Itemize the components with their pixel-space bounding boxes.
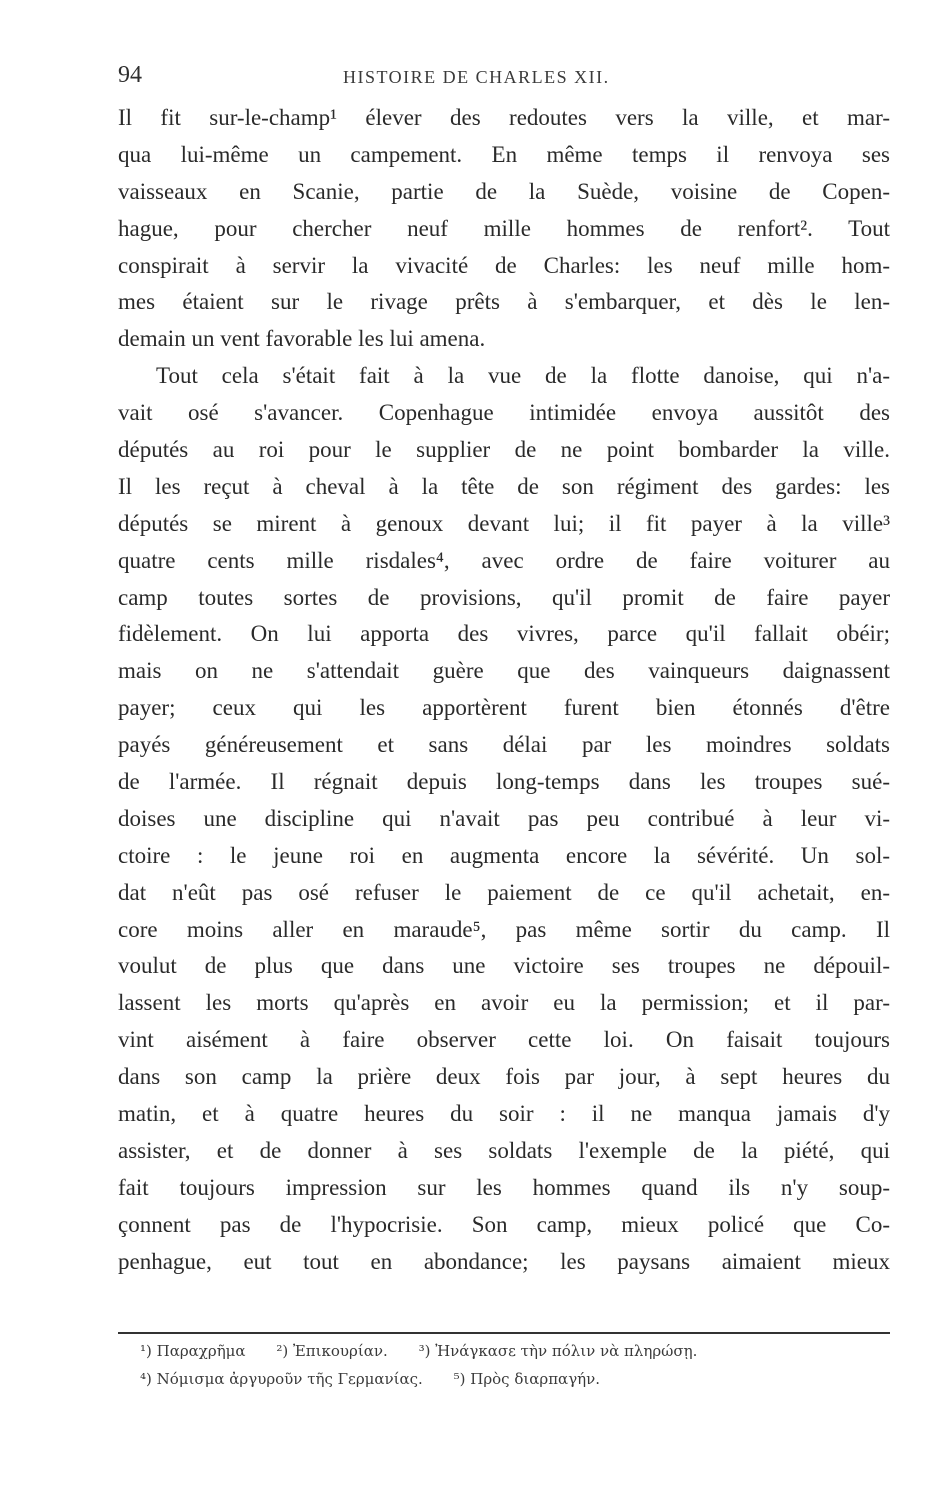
text-line: mes étaient sur le rivage prêts à s'embarquer, et dès le len- <box>118 289 890 315</box>
text-line: matin, et à quatre heures du soir : il ne manqua jamais d'y <box>118 1101 890 1127</box>
text-line: dans son camp la prière deux fois par jour, à sept heures du <box>118 1064 890 1090</box>
text-line: ctoire : le jeune roi en augmenta encore la sévérité. Un sol- <box>118 842 890 868</box>
footnote-5: ⁵) Πρὸς διαρπαγήν. <box>453 1370 601 1388</box>
text-line: conspirait à servir la vivacité de Charles: les neuf mille hom- <box>118 252 890 278</box>
footnote-1: ¹) Παραχρῆμα <box>140 1342 246 1360</box>
text-line: Il fit sur-le-champ¹ élever des redoutes vers la ville, et mar- <box>118 105 890 130</box>
text-line: mais on ne s'attendait guère que des vainqueurs daignassent <box>118 658 890 684</box>
footnote-line <box>140 1337 880 1365</box>
text-line: fidèlement. On lui apporta des vivres, parce qu'il fallait obéir; <box>118 621 890 647</box>
footnote-3: ³) Ἠνάγκασε τὴν πόλιν νὰ πληρώσῃ. <box>418 1342 698 1360</box>
page-number: 94 <box>118 62 142 88</box>
text-line: qua lui-même un campement. En même temps il renvoya ses <box>118 141 890 167</box>
text-line: vait osé s'avancer. Copenhague intimidée envoya aussitôt des <box>118 400 890 426</box>
text-line: vaisseaux en Scanie, partie de la Suède, voisine de Copen- <box>118 178 890 204</box>
text-line: dat n'eût pas osé refuser le paiement de ce qu'il achetait, en- <box>118 879 890 905</box>
text-line: core moins aller en maraude⁵, pas même sortir du camp. Il <box>118 916 890 942</box>
text-line: voulut de plus que dans une victoire ses troupes ne dépouil- <box>118 953 890 979</box>
running-title: HISTOIRE DE CHARLES XII. <box>343 67 610 87</box>
footnote-line <box>140 1365 880 1393</box>
text-line: fait toujours impression sur les hommes quand ils n'y soup- <box>118 1174 890 1200</box>
text-line: doises une discipline qui n'avait pas peu contribué à leur vi- <box>118 805 890 831</box>
text-line: députés se mirent à genoux devant lui; il fit payer à la ville³ <box>118 510 890 536</box>
text-line: hague, pour chercher neuf mille hommes de renfort². Tout <box>118 215 890 241</box>
footnotes <box>140 1337 880 1393</box>
text-line: camp toutes sortes de provisions, qu'il promit de faire payer <box>118 584 890 610</box>
text-line: çonnent pas de l'hypocrisie. Son camp, mieux policé que Co- <box>118 1211 890 1237</box>
text-line: vint aisément à faire observer cette loi. On faisait toujours <box>118 1027 890 1053</box>
text-line: payer; ceux qui les apportèrent furent bien étonnés d'être <box>118 695 890 721</box>
page-header <box>118 62 888 94</box>
footnote-2: ²) Ἐπικουρίαν. <box>276 1342 388 1360</box>
text-line: penhague, eut tout en abondance; les paysans aimaient mieux <box>118 1248 890 1274</box>
text-line: quatre cents mille risdales⁴, avec ordre de faire voiturer au <box>118 547 890 573</box>
text-line: Tout cela s'était fait à la vue de la flotte danoise, qui n'a- <box>156 363 890 389</box>
text-line: demain un vent favorable les lui amena. <box>118 326 486 352</box>
text-line: Il les reçut à cheval à la tête de son régiment des gardes: les <box>118 473 890 499</box>
text-line: députés au roi pour le supplier de ne point bombarder la ville. <box>118 437 890 463</box>
text-line: payés généreusement et sans délai par les moindres soldats <box>118 732 890 758</box>
footnote-4: ⁴) Νόμισμα ἀργυροῦν τῆς Γερμανίας. <box>140 1370 423 1388</box>
text-line: assister, et de donner à ses soldats l'exemple de la piété, qui <box>118 1137 890 1163</box>
footnote-divider <box>118 1332 890 1334</box>
text-line: de l'armée. Il régnait depuis long-temps dans les troupes sué- <box>118 769 890 795</box>
body-text <box>118 100 890 1281</box>
text-line: lassent les morts qu'après en avoir eu la permission; et il par- <box>118 990 890 1016</box>
